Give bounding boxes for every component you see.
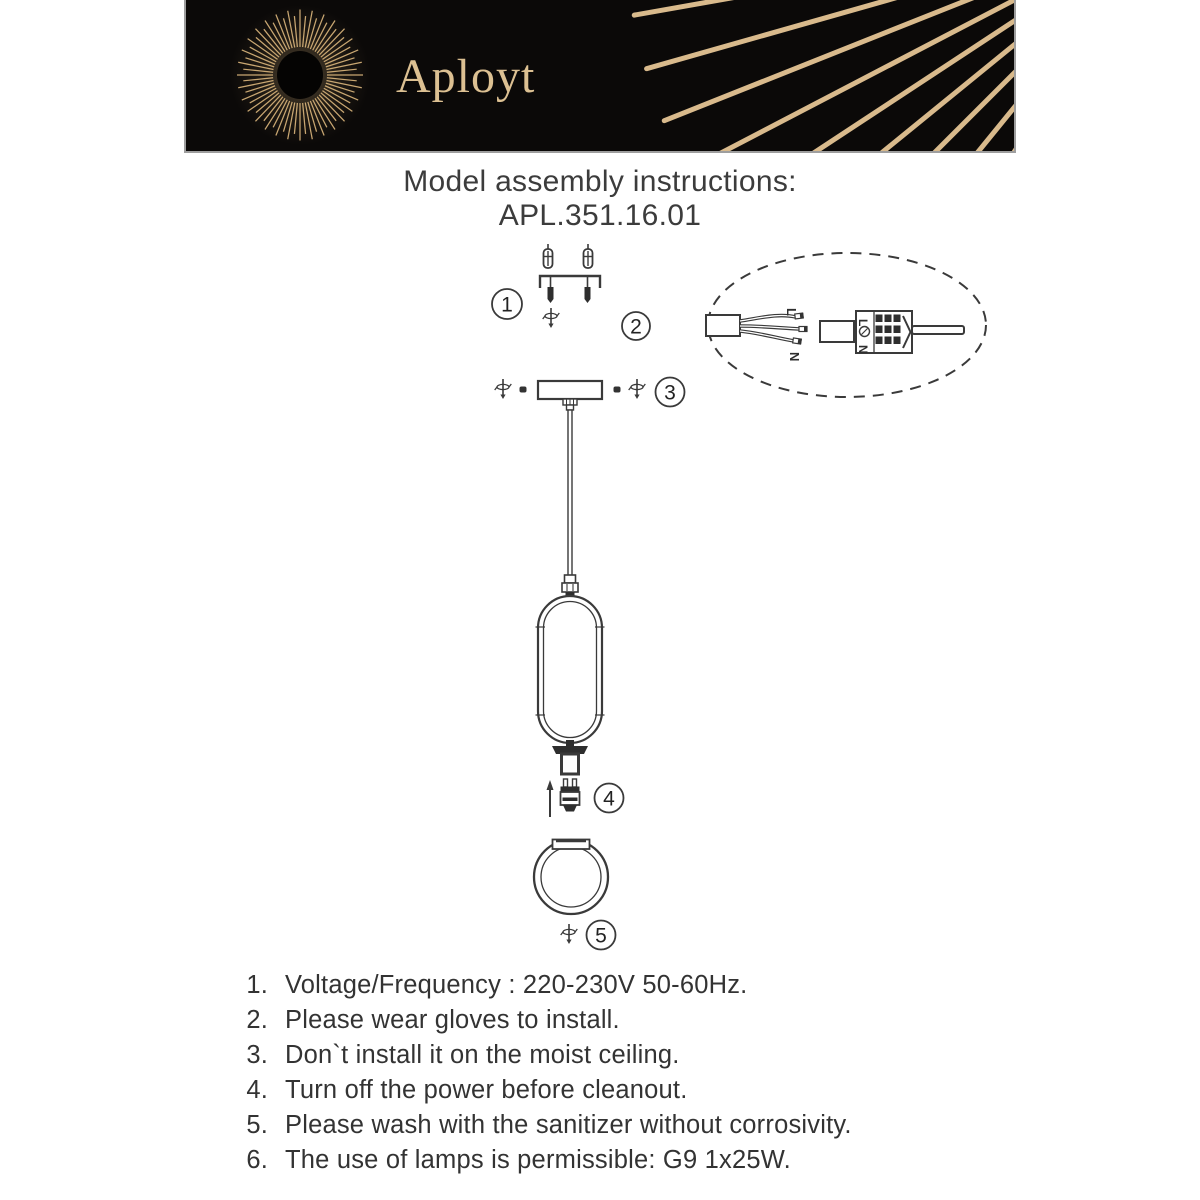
step-3-number: 3 [664,381,676,405]
item-text: Turn off the power before cleanout. [285,1076,688,1104]
mounting-screw-left [548,276,554,303]
list-item [236,971,852,1006]
block-neutral-label: N [856,345,870,354]
item-number: 3. [246,1041,268,1069]
canopy-screw-right [614,387,621,393]
wall-anchor-right [584,244,593,268]
step-2-badge [622,312,650,340]
terminal-block [856,311,912,354]
screw-rotation-icon-left [495,379,512,399]
item-number: 5. [246,1111,268,1139]
fixture-cable [820,321,854,342]
model-number: APL.351.16.01 [498,199,702,232]
brand-name: Aployt [396,50,536,103]
item-number: 1. [246,971,268,999]
item-number: 4. [246,1076,268,1104]
list-item [236,1006,852,1041]
ceiling-canopy [538,381,602,399]
mounting-bracket-group [540,244,600,328]
canopy-group [495,379,646,410]
step-2-number: 2 [630,315,642,339]
step-4-number: 4 [603,787,615,811]
lamp-socket [552,740,588,774]
list-item [236,1111,852,1146]
page-title: Model assembly instructions: [403,165,797,198]
supply-wires [740,313,808,344]
suspension-cable [568,410,572,576]
wire-live-label: L [784,308,799,316]
block-live-label: L [856,319,870,327]
item-text: Don`t install it on the moist ceiling. [285,1041,680,1069]
step-5-badge [587,921,616,950]
supply-cable [706,315,740,336]
lamp-frame [536,596,605,743]
mounting-bracket [540,276,600,288]
screw-rotation-icon [543,308,560,328]
step-4-badge [595,784,624,813]
cable-connector [562,575,578,596]
list-item [236,1041,852,1076]
screw-rotation-icon-bottom [561,924,578,944]
step-3-badge [656,378,685,407]
item-text: The use of lamps is permissible: G9 1x25W. [285,1146,791,1174]
screw-rotation-icon-right [629,379,646,399]
wall-anchor-left [544,244,553,268]
wiring-detail-group [706,253,986,397]
step-1-badge [492,289,522,319]
step-1-number: 1 [501,293,513,317]
item-text: Please wear gloves to install. [285,1006,620,1034]
output-wire [912,326,964,334]
item-number: 2. [246,1006,268,1034]
list-item [236,1146,852,1181]
g9-bulb [561,779,580,812]
item-text: Voltage/Frequency : 220-230V 50-60Hz. [285,971,748,999]
diffuser-ring [534,840,608,915]
mounting-screw-right [585,276,591,303]
canopy-screw-left [520,387,527,393]
item-number: 6. [246,1146,268,1174]
instructions-list [236,971,852,1181]
item-text: Please wash with the sanitizer without corrosivity. [285,1111,852,1139]
insert-arrow [547,780,554,817]
step-5-number: 5 [595,924,607,948]
wire-neutral-label: N [787,352,802,362]
list-item [236,1076,852,1111]
